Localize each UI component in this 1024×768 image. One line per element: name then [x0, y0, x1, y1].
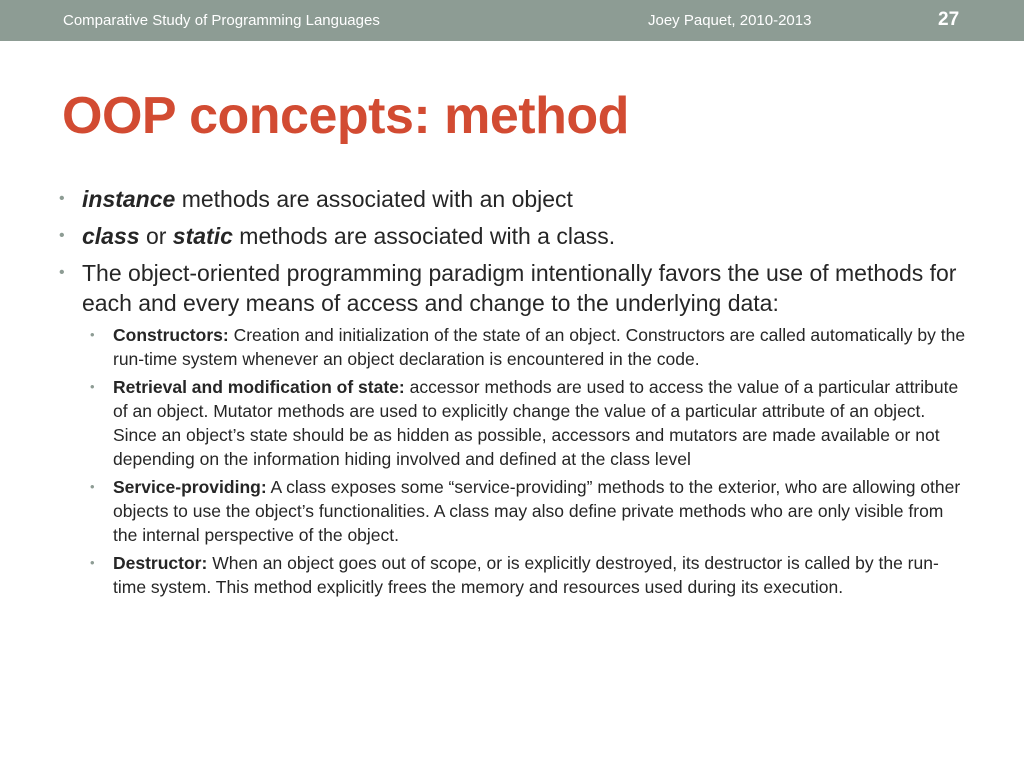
- bullet-dot-icon: •: [59, 227, 65, 244]
- bullet-text: The object-oriented programming paradigm intentionally favors the use of methods for each and every means of access and change to the underlying data:: [82, 260, 957, 316]
- sub-bullet-text: Creation and initialization of the state of an object. Constructors are called automatically by the run-time system whenever an object declaration is encountered in the code.: [113, 325, 966, 369]
- header-bar: [0, 0, 1024, 41]
- term-class: class: [82, 223, 140, 249]
- header-course-title: Comparative Study of Programming Languages: [63, 12, 380, 29]
- sub-bullet-list: [82, 323, 968, 599]
- bullet-text: methods are associated with a class.: [232, 223, 616, 249]
- slide-page-number: 27: [938, 9, 960, 30]
- sub-bullet-dot-icon: •: [90, 479, 95, 494]
- slide-title: OOP concepts: method: [62, 87, 629, 145]
- bullet-dot-icon: •: [59, 190, 65, 207]
- bullet-text: methods are associated with an object: [175, 186, 573, 212]
- sub-bullet-dot-icon: •: [90, 379, 95, 394]
- bullet-instance-methods: [58, 184, 968, 214]
- sub-bullet-service-providing: [82, 475, 968, 547]
- bullet-connector: or: [139, 223, 173, 249]
- bullet-dot-icon: •: [59, 264, 65, 281]
- bullet-list: [58, 184, 968, 599]
- sub-bullet-text: When an object goes out of scope, or is explicitly destroyed, its destructor is called by the run-time system. This method explicitly frees the memory and resources used during its execution.: [113, 553, 939, 597]
- slide-content: [58, 184, 968, 606]
- sub-bullet-label: Constructors:: [113, 325, 229, 345]
- header-author: Joey Paquet, 2010-2013: [648, 12, 812, 29]
- sub-bullet-label: Retrieval and modification of state:: [113, 377, 405, 397]
- bullet-class-methods: [58, 221, 968, 251]
- bullet-oop-paradigm: [58, 258, 968, 599]
- sub-bullet-retrieval-modification: [82, 375, 968, 471]
- sub-bullet-dot-icon: •: [90, 555, 95, 570]
- term-instance: instance: [82, 186, 176, 212]
- sub-bullet-text: accessor methods are used to access the value of a particular attribute of an object. Mutator methods are used to explicitly change the value of a particular attribute of an object. Since an object’s state should be as hidden as possible, accessors and mutators are made available or not depending on the information hiding involved and defined at the class level: [113, 377, 959, 469]
- sub-bullet-label: Service-providing:: [113, 477, 267, 497]
- sub-bullet-text: A class exposes some “service-providing” methods to the exterior, who are allowing other objects to use the object’s functionalities. A class may also define private methods who are only visible from the internal perspective of the object.: [113, 477, 961, 545]
- sub-bullet-label: Destructor:: [113, 553, 208, 573]
- sub-bullet-destructor: [82, 551, 968, 599]
- sub-bullet-constructors: [82, 323, 968, 371]
- term-static: static: [172, 223, 233, 249]
- sub-bullet-dot-icon: •: [90, 327, 95, 342]
